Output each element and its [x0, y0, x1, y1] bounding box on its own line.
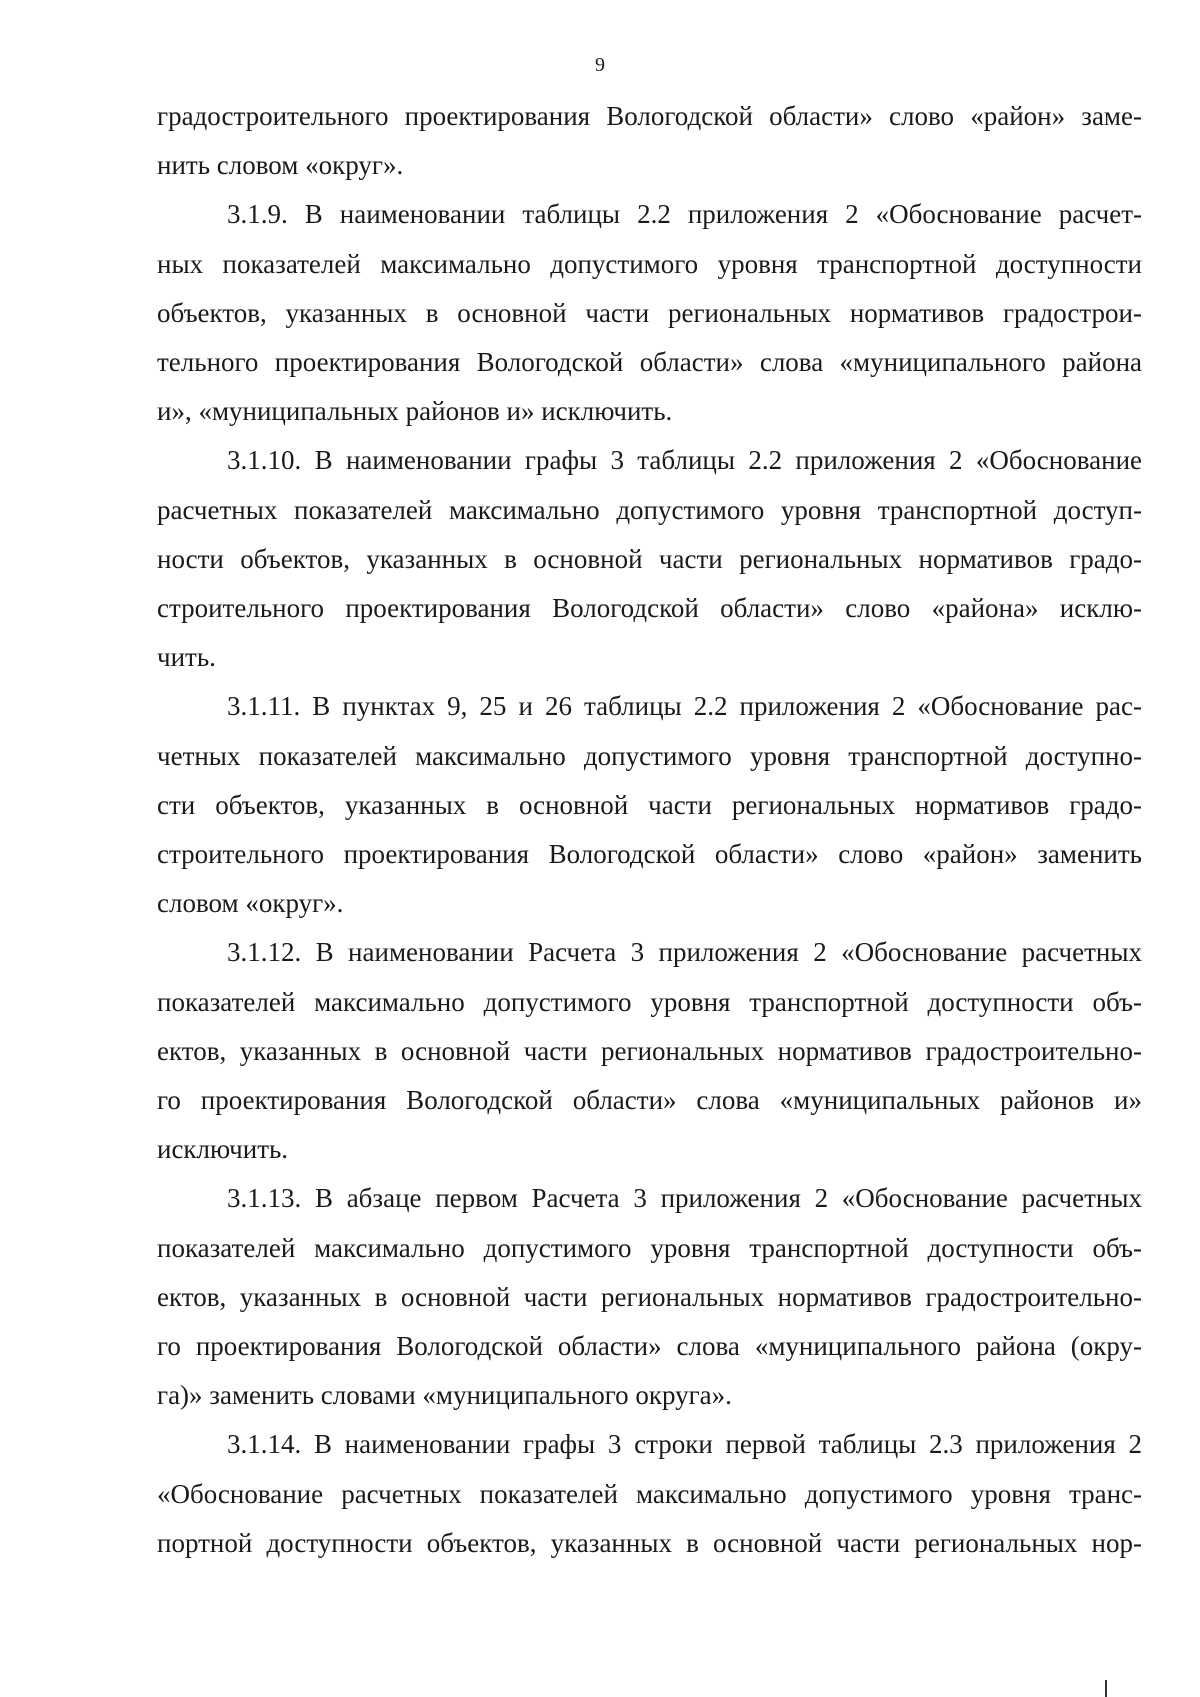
- paragraph-3-1-9-first-line: 3.1.9. В наименовании таблицы 2.2 приложения 2 «Обоснование расчет-: [227, 199, 1142, 230]
- text-line: чить.: [157, 642, 216, 673]
- text-line: тельного проектирования Вологодской области» слова «муниципального района: [157, 347, 1142, 378]
- text-line: объектов, указанных в основной части региональных нормативов градострои-: [157, 297, 1142, 328]
- text-line: ектов, указанных в основной части региональных нормативов градостроительно-: [157, 1035, 1142, 1066]
- paragraph-3-1-11-first-line: 3.1.11. В пунктах 9, 25 и 26 таблицы 2.2 приложения 2 «Обоснование рас-: [227, 691, 1142, 722]
- document-body: [157, 92, 1142, 1568]
- text-line: показателей максимально допустимого уровня транспортной доступности объ-: [157, 986, 1142, 1017]
- text-line: градостроительного проектирования Вологодской области» слово «район» заме-: [157, 101, 1142, 131]
- paragraph-3-1-12-first-line: 3.1.12. В наименовании Расчета 3 приложения 2 «Обоснование расчетных: [227, 937, 1142, 968]
- page-number: 9: [595, 54, 605, 76]
- text-line: ных показателей максимально допустимого уровня транспортной доступности: [157, 248, 1142, 279]
- text-line: портной доступности объектов, указанных в основной части региональных нор-: [157, 1527, 1142, 1558]
- text-line: го проектирования Вологодской области» слова «муниципальных районов и»: [157, 1085, 1142, 1116]
- text-line: словом «округ».: [157, 888, 344, 919]
- paragraph-3-1-10-first-line: 3.1.10. В наименовании графы 3 таблицы 2.2 приложения 2 «Обоснование: [227, 445, 1142, 476]
- text-line: и», «муниципальных районов и» исключить.: [157, 396, 673, 427]
- text-line: го проектирования Вологодской области» слова «муниципального района (окру-: [157, 1331, 1142, 1362]
- text-line: четных показателей максимально допустимого уровня транспортной доступно-: [157, 740, 1142, 771]
- text-line: нить словом «округ».: [157, 150, 404, 181]
- text-line: строительного проектирования Вологодской области» слово «район» заменить: [157, 839, 1142, 870]
- text-line: ектов, указанных в основной части региональных нормативов градостроительно-: [157, 1281, 1142, 1312]
- scan-margin-mark: [1105, 1680, 1107, 1697]
- text-line: показателей максимально допустимого уровня транспортной доступности объ-: [157, 1232, 1142, 1263]
- text-line: строительного проектирования Вологодской области» слово «района» исклю-: [157, 593, 1142, 624]
- text-line: исключить.: [157, 1134, 289, 1165]
- text-line: «Обоснование расчетных показателей максимально допустимого уровня транс-: [157, 1478, 1142, 1509]
- text-line: сти объектов, указанных в основной части региональных нормативов градо-: [157, 789, 1142, 820]
- paragraph-3-1-13-first-line: 3.1.13. В абзаце первом Расчета 3 приложения 2 «Обоснование расчетных: [227, 1183, 1142, 1214]
- paragraph-3-1-14-first-line: 3.1.14. В наименовании графы 3 строки первой таблицы 2.3 приложения 2: [227, 1429, 1142, 1460]
- text-line: ности объектов, указанных в основной части региональных нормативов градо-: [157, 543, 1142, 574]
- text-line: расчетных показателей максимально допустимого уровня транспортной доступ-: [157, 494, 1142, 525]
- text-line: га)» заменить словами «муниципального округа».: [157, 1380, 732, 1411]
